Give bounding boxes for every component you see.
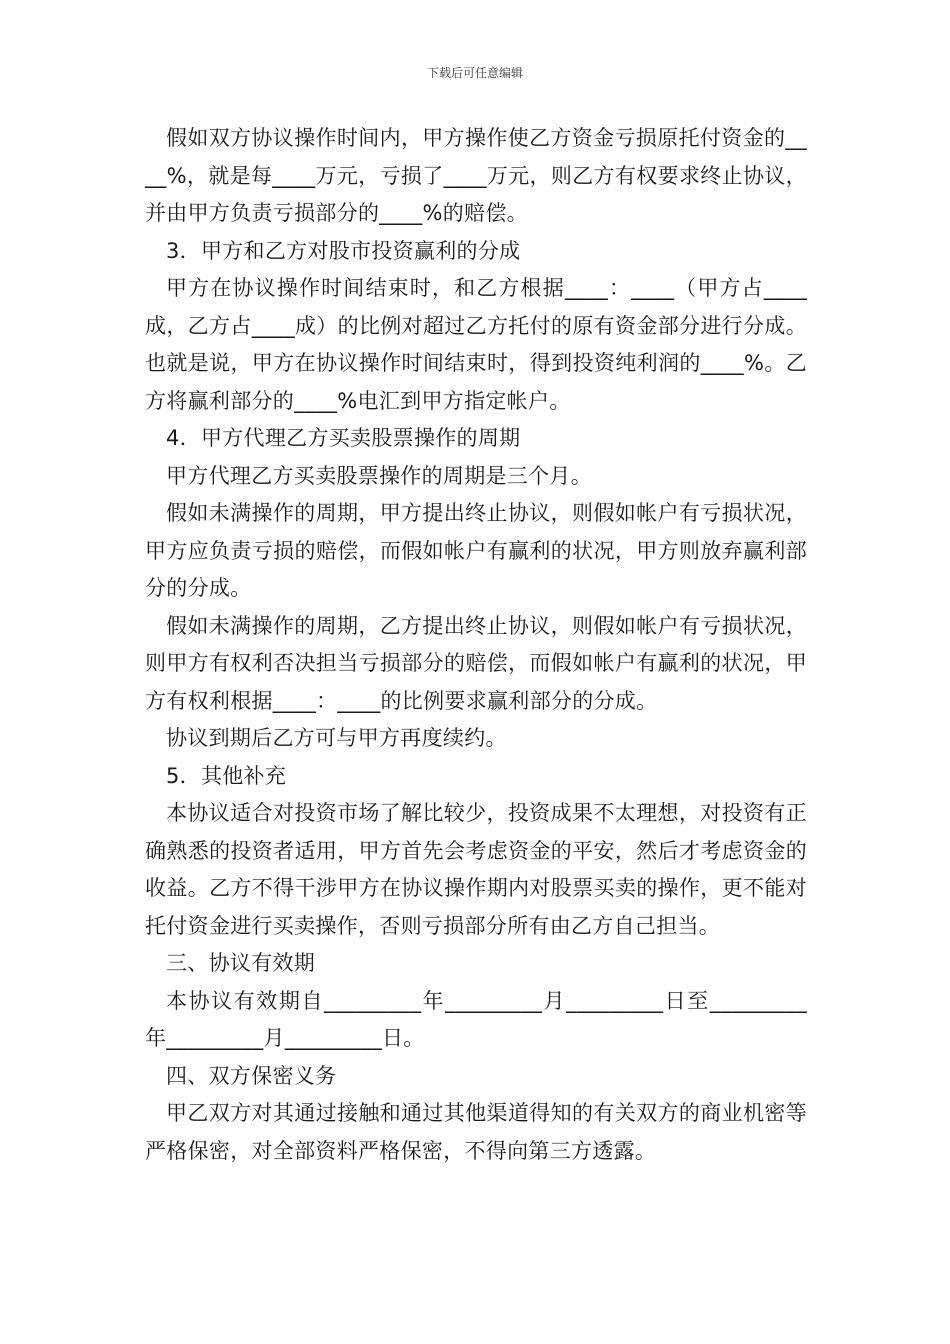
paragraph-profit-sharing: 甲方在协议操作时间结束时，和乙方根据____：____（甲方占____成，乙方占____成）的比例对超过乙方托付的原有资金部分进行分成。也就是说，甲方在协议操作时间结束时，得到投资纯利润的____%。乙方将赢利部分的____%电汇到甲方指定帐户。 <box>145 276 807 413</box>
paragraph-validity-period: 本协议有效期自_________年_________月_________日至_________年_________月_________日。 <box>145 988 807 1050</box>
paragraph-confidentiality: 甲乙双方对其通过接触和通过其他渠道得知的有关双方的商业机密等严格保密，对全部资料严格保密，不得向第三方透露。 <box>145 1101 807 1163</box>
paragraph-other-supplements: 本协议适合对投资市场了解比较少，投资成果不太理想，对投资有正确熟悉的投资者适用，甲方首先会考虑资金的平安，然后才考虑资金的收益。乙方不得干涉甲方在协议操作期内对股票买卖的操作，更不能对托付资金进行买卖操作，否则亏损部分所有由乙方自己担当。 <box>145 801 807 938</box>
section-heading-validity-period: 三、协议有效期 <box>166 951 316 975</box>
paragraph-party-a-termination: 假如未满操作的周期，甲方提出终止协议，则假如帐户有亏损状况，甲方应负责亏损的赔偿，而假如帐户有赢利的状况，甲方则放弃赢利部分的分成。 <box>145 501 807 600</box>
section-heading-other-supplements: 5．其他补充 <box>166 763 287 788</box>
paragraph-party-b-termination: 假如未满操作的周期，乙方提出终止协议，则假如帐户有亏损状况，则甲方有权利否决担当亏损部分的赔偿，而假如帐户有赢利的状况，甲方有权利根据____：____的比例要求赢利部分的分成。 <box>145 613 807 713</box>
section-heading-profit-sharing: 3．甲方和乙方对股市投资赢利的分成 <box>166 238 521 263</box>
document-body <box>145 120 807 1170</box>
page-header: 下载后可任意编辑 <box>426 66 523 80</box>
section-heading-operation-period: 4．甲方代理乙方买卖股票操作的周期 <box>166 426 521 450</box>
paragraph-renewal: 协议到期后乙方可与甲方再度续约。 <box>166 726 507 750</box>
paragraph-loss-compensation: 假如双方协议操作时间内，甲方操作使乙方资金亏损原托付资金的____%，就是每____万元，亏损了____万元，则乙方有权要求终止协议，并由甲方负责亏损部分的____%的赔偿。 <box>145 126 807 225</box>
paragraph-operation-period: 甲方代理乙方买卖股票操作的周期是三个月。 <box>166 463 592 488</box>
section-heading-confidentiality: 四、双方保密义务 <box>166 1063 337 1088</box>
